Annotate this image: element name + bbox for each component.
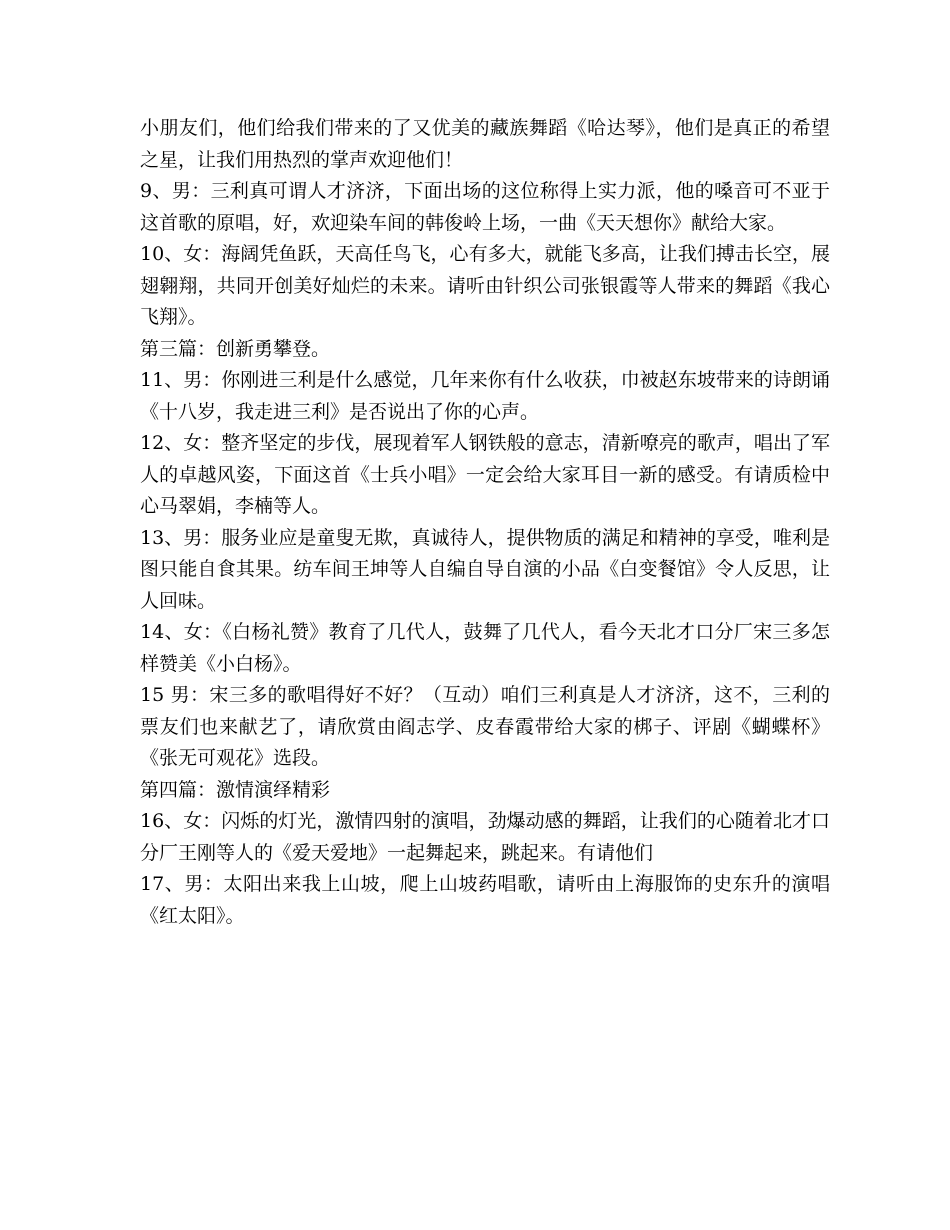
paragraph-7: 13、男：服务业应是童叟无欺，真诚待人，提供物质的满足和精神的享受，唯利是图只能自食其果。纺车间王坤等人自编自导自演的小品《白变餐馆》令人反思，让人回味。: [140, 526, 830, 612]
paragraph-6: 12、女：整齐坚定的步伐，展现着军人钢铁般的意志，清新嘹亮的歌声，唱出了军人的卓越风姿，下面这首《士兵小唱》一定会给大家耳目一新的感受。有请质检中心马翠娟，李楠等人。: [140, 432, 830, 517]
paragraph-12: 17、男：太阳出来我上山坡，爬上山坡药唱歌，请听由上海服饰的史东升的演唱《红太阳》。: [140, 873, 830, 927]
paragraph-2: 9、男：三利真可谓人才济济，下面出场的这位称得上实力派，他的嗓音可不亚于这首歌的原唱，好，欢迎染车间的韩俊岭上场，一曲《天天想你》献给大家。: [140, 180, 830, 234]
paragraph-3: 10、女：海阔凭鱼跃，天高任鸟飞，心有多大，就能飞多高，让我们搏击长空，展翅翱翔，共同开创美好灿烂的未来。请听由针织公司张银霞等人带来的舞蹈《我心飞翔》。: [140, 243, 830, 328]
paragraph-8: 14、女：《白杨礼赞》教育了几代人，鼓舞了几代人，看今天北才口分厂宋三多怎样赞美《小白杨》。: [140, 621, 830, 675]
section-heading-4: 第四篇：激情演绎精彩: [140, 778, 331, 801]
paragraph-9: 15 男：宋三多的歌唱得好不好？（互动）咱们三利真是人才济济，这不，三利的票友们也来献艺了，请欣赏由阎志学、皮春霞带给大家的梆子、评剧《蝴蝶杯》《张无可观花》选段。: [140, 684, 830, 769]
paragraph-11: 16、女：闪烁的灯光，激情四射的演唱，劲爆动感的舞蹈，让我们的心随着北才口分厂王刚等人的《爱天爱地》一起舞起来，跳起来。有请他们: [140, 810, 830, 864]
paragraph-5: 11、男：你刚进三利是什么感觉，几年来你有什么收获，巾被赵东坡带来的诗朗诵《十八岁，我走进三利》是否说出了你的心声。: [140, 369, 830, 423]
paragraph-1: 小朋友们，他们给我们带来的了又优美的藏族舞蹈《哈达琴》，他们是真正的希望之星，让我们用热烈的掌声欢迎他们！: [140, 117, 830, 171]
section-heading-3: 第三篇：创新勇攀登。: [140, 337, 331, 360]
